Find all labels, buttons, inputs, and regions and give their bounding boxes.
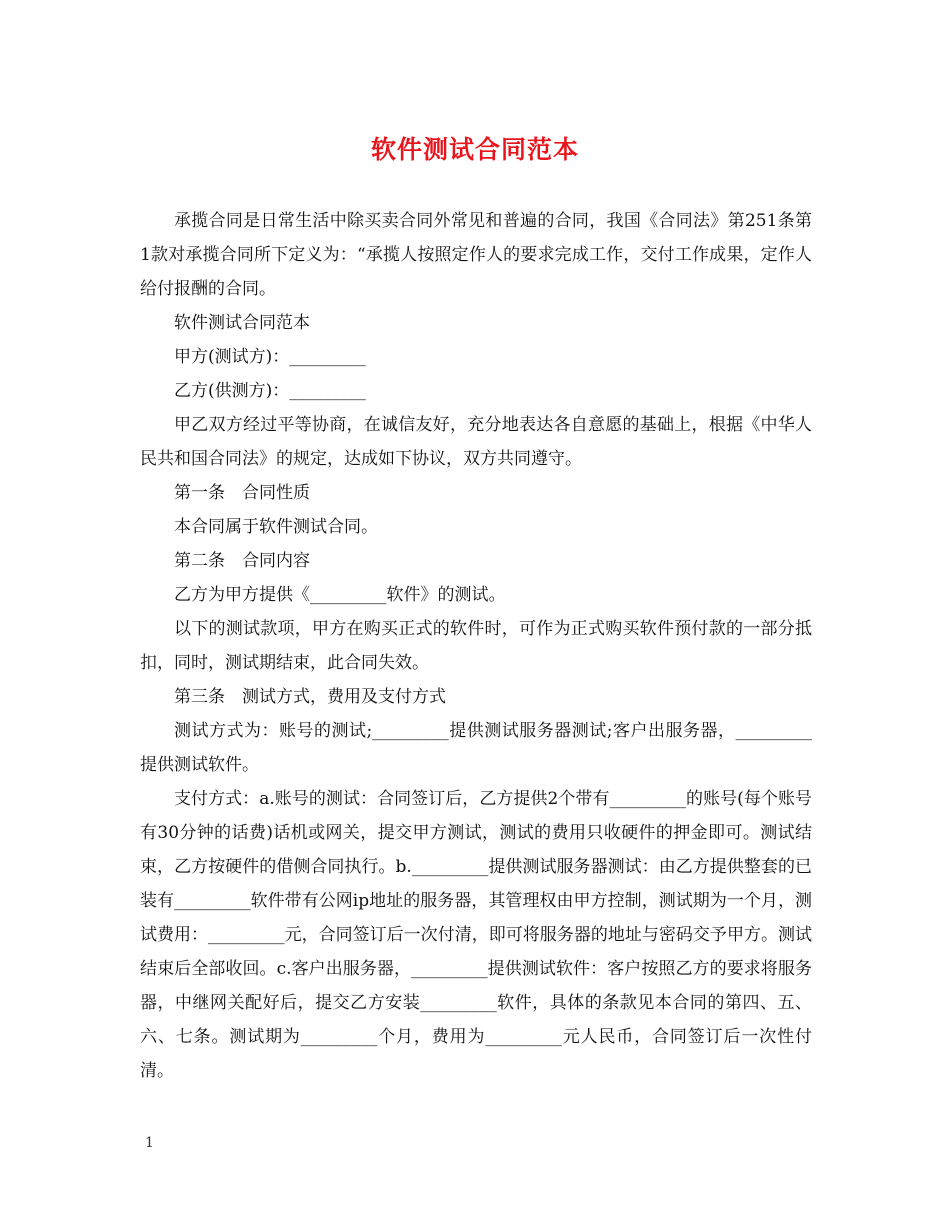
article-3-payment-methods: 支付方式：a.账号的测试：合同签订后，乙方提供2个带有_________的账号(每个账号有30分钟的话费)话机或网关，提交甲方测试，测试的费用只收硬件的押金即可。测试结束，乙方按硬件的借侧合同执行。b._________提供测试服务器测试：由乙方提供整套的已装有_________软件带有公网ip地址的服务器，其管理权由甲方控制，测试期为一个月，测试费用：_________元，合同签订后一次付清，即可将服务器的地址与密码交予甲方。测试结束后全部收回。c.客户出服务器，_________提供测试软件：客户按照乙方的要求将服务器，中继网关配好后，提交乙方安装_________软件，具体的条款见本合同的第四、五、六、七条。测试期为_________个月，费用为_________元人民币，合同签订后一次性付清。: [140, 789, 812, 1081]
paragraph-party-a: 甲方(测试方)：_________: [174, 347, 366, 367]
paragraph-agreement: 甲乙双方经过平等协商，在诚信友好，充分地表达各自意愿的基础上，根据《中华人民共和国合同法》的规定，达成如下协议，双方共同遵守。: [140, 415, 812, 469]
article-1-heading: 第一条 合同性质: [174, 483, 310, 503]
article-3-heading: 第三条 测试方式，费用及支付方式: [174, 687, 446, 707]
article-2-heading: 第二条 合同内容: [174, 551, 310, 571]
article-2-body-1: 乙方为甲方提供《_________软件》的测试。: [174, 585, 506, 605]
paragraph-intro: 承揽合同是日常生活中除买卖合同外常见和普遍的合同，我国《合同法》第251条第1款对承揽合同所下定义为：“承揽人按照定作人的要求完成工作，交付工作成果，定作人给付报酬的合同。: [140, 211, 812, 299]
article-3-test-methods: 测试方式为：账号的测试;_________提供测试服务器测试;客户出服务器，_________提供测试软件。: [140, 721, 812, 775]
paragraph-subtitle: 软件测试合同范本: [174, 313, 310, 333]
paragraph-party-b: 乙方(供测方)：_________: [174, 381, 366, 401]
article-1-body: 本合同属于软件测试合同。: [174, 517, 378, 537]
page-number: 1: [145, 1135, 154, 1151]
document-body: [140, 204, 812, 1088]
document-title: 软件测试合同范本: [370, 135, 579, 164]
article-2-body-2: 以下的测试款项，甲方在购买正式的软件时，可作为正式购买软件预付款的一部分抵扣，同时，测试期结束，此合同失效。: [140, 619, 812, 673]
